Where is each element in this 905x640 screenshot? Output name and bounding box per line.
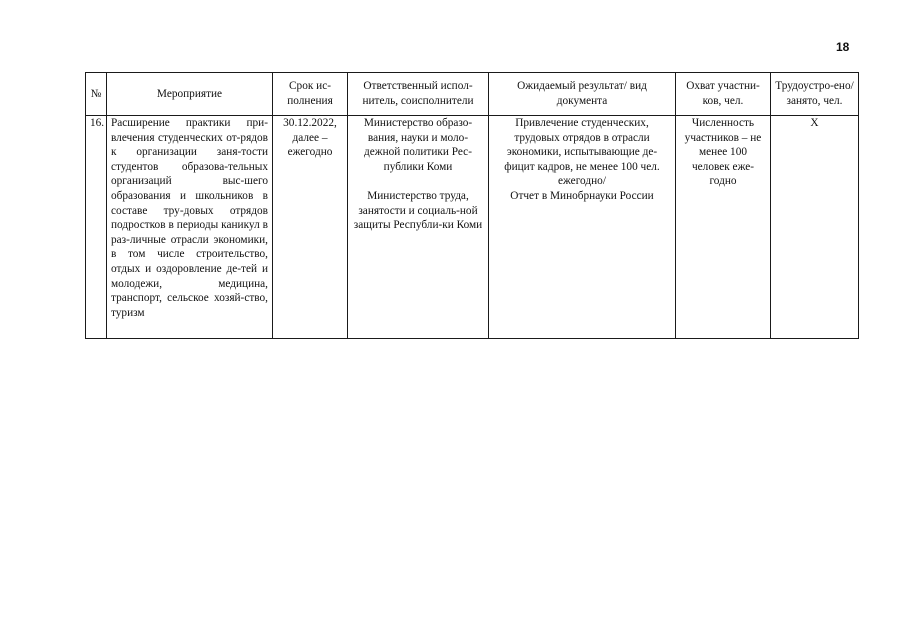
header-coverage: Охват участни-ков, чел. xyxy=(676,73,771,116)
row-event: Расширение практики при-влечения студенческих от-рядов к организации заня-тости студентов образова-тельных организаций выс-шего образования и школьников в составе тру-довых отрядов подростков в периоды каникул в раз-личные отрасли экономики, в том числе строительство, отдых и оздоровление де-тей и молодежи, медицина, транспорт, сельское хозяй-ство, туризм xyxy=(107,116,273,339)
header-employed: Трудоустро-ено/занято, чел. xyxy=(771,73,859,116)
page-number: 18 xyxy=(836,40,850,54)
result-document: Отчет в Минобрнауки России xyxy=(510,189,654,202)
header-deadline: Срок ис-полнения xyxy=(273,73,348,116)
header-result: Ожидаемый результат/ вид документа xyxy=(489,73,676,116)
row-result xyxy=(489,116,676,339)
header-responsible: Ответственный испол-нитель, соисполнители xyxy=(348,73,489,116)
header-number: № xyxy=(86,73,107,116)
table-header-row xyxy=(86,73,859,116)
result-description: Привлечение студенческих, трудовых отрядов в отрасли экономики, испытывающие де-фицит кадров, не менее 100 чел. ежегодно/ xyxy=(504,117,660,188)
row-responsible xyxy=(348,116,489,339)
row-employed: X xyxy=(771,116,859,339)
table-row xyxy=(86,116,859,339)
responsible-primary: Министерство образо-вания, науки и моло-дежной политики Рес-публики Коми xyxy=(363,117,473,173)
plan-table xyxy=(85,72,859,339)
row-number: 16. xyxy=(86,116,107,339)
header-event: Мероприятие xyxy=(107,73,273,116)
responsible-co-executor: Министерство труда, занятости и социаль-ной защиты Республи-ки Коми xyxy=(353,189,483,232)
row-coverage: Численность участников – не менее 100 человек еже-годно xyxy=(676,116,771,339)
row-deadline: 30.12.2022, далее – ежегодно xyxy=(273,116,348,339)
